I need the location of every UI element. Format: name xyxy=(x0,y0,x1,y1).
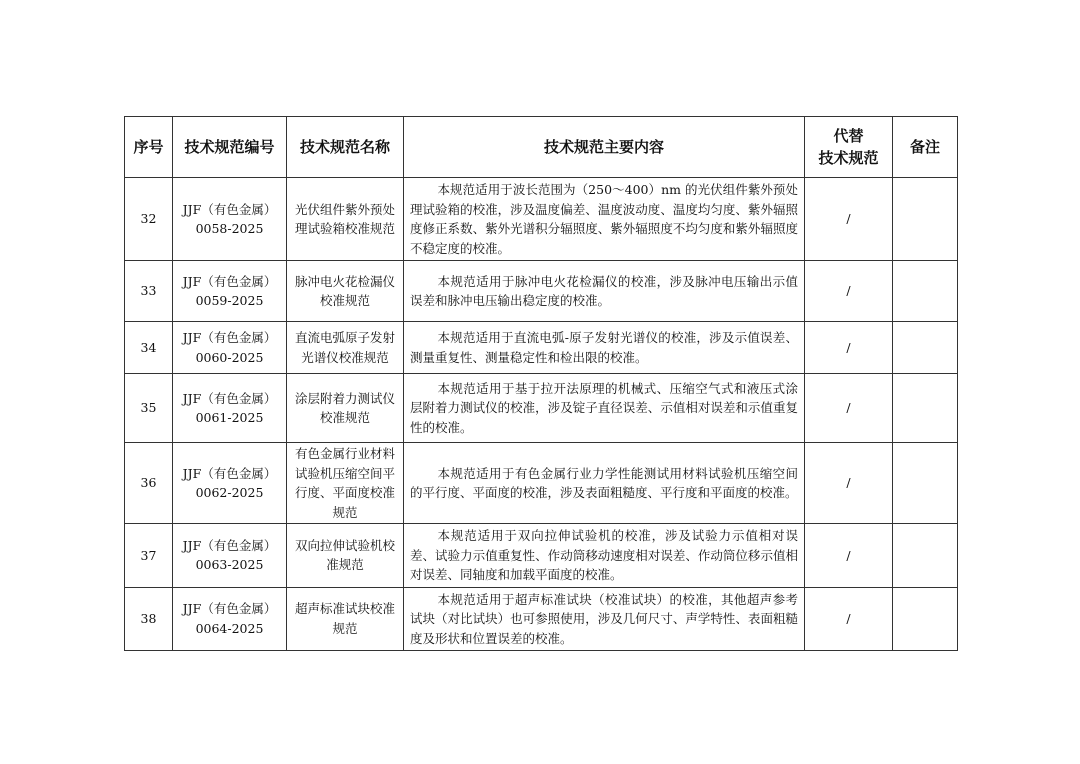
row-note xyxy=(893,178,958,261)
header-content: 技术规范主要内容 xyxy=(404,117,805,178)
row-content xyxy=(404,587,805,651)
row-note xyxy=(893,261,958,322)
row-replace: / xyxy=(805,587,893,651)
row-replace: / xyxy=(805,261,893,322)
specification-table xyxy=(124,116,958,651)
header-code: 技术规范编号 xyxy=(173,117,287,178)
row-code xyxy=(173,443,287,524)
row-content-text: 本规范适用于波长范围为（250～400）nm 的光伏组件紫外预处理试验箱的校准，涉及温度偏差、温度波动度、温度均匀度、紫外辐照度修正系数、紫外光谱积分辐照度、紫外辐照度不均匀度和紫外辐照度不稳定度的校准。 xyxy=(410,182,798,256)
row-replace: / xyxy=(805,524,893,588)
row-seq: 32 xyxy=(125,178,173,261)
row-replace: / xyxy=(805,374,893,443)
row-note xyxy=(893,374,958,443)
row-code xyxy=(173,524,287,588)
row-replace: / xyxy=(805,443,893,524)
header-name: 技术规范名称 xyxy=(287,117,404,178)
table-row xyxy=(125,524,958,588)
row-code xyxy=(173,374,287,443)
row-code-line2: 0062-2025 xyxy=(195,485,264,500)
row-code-line2: 0059-2025 xyxy=(195,293,264,308)
row-seq: 35 xyxy=(125,374,173,443)
row-name: 脉冲电火花检漏仪校准规范 xyxy=(287,261,404,322)
table-row xyxy=(125,322,958,374)
row-replace: / xyxy=(805,178,893,261)
row-code-line1: JJF（有色金属） xyxy=(182,601,277,617)
row-note xyxy=(893,322,958,374)
row-code xyxy=(173,322,287,374)
row-content-text: 本规范适用于脉冲电火花检漏仪的校准，涉及脉冲电压输出示值误差和脉冲电压输出稳定度的校准。 xyxy=(410,273,798,308)
row-note xyxy=(893,443,958,524)
row-note xyxy=(893,587,958,651)
table-row xyxy=(125,178,958,261)
header-note: 备注 xyxy=(893,117,958,178)
row-code-line1: JJF（有色金属） xyxy=(182,537,277,553)
table-row xyxy=(125,587,958,651)
header-replace-line2: 技术规范 xyxy=(818,149,879,167)
row-replace: / xyxy=(805,322,893,374)
row-seq: 37 xyxy=(125,524,173,588)
header-replace-line1: 代替 xyxy=(833,127,864,145)
row-content-text: 本规范适用于超声标准试块（校准试块）的校准，其他超声参考试块（对比试块）也可参照使用，涉及几何尺寸、声学特性、表面粗糙度及形状和位置误差的校准。 xyxy=(410,591,798,646)
row-code-line1: JJF（有色金属） xyxy=(182,201,277,217)
row-content-text: 本规范适用于双向拉伸试验机的校准，涉及试验力示值相对误差、试验力示值重复性、作动筒移动速度相对误差、作动筒位移示值相对误差、同轴度和加载平面度的校准。 xyxy=(410,528,798,582)
row-code-line1: JJF（有色金属） xyxy=(182,330,277,345)
row-name: 双向拉伸试验机校准规范 xyxy=(287,524,404,588)
table-row xyxy=(125,261,958,322)
row-content xyxy=(404,261,805,322)
row-seq: 36 xyxy=(125,443,173,524)
row-content-text: 本规范适用于直流电弧-原子发射光谱仪的校准，涉及示值误差、测量重复性、测量稳定性和检出限的校准。 xyxy=(410,330,798,365)
row-name: 有色金属行业材料试验机压缩空间平行度、平面度校准规范 xyxy=(287,443,404,524)
header-replace xyxy=(805,117,893,178)
row-content xyxy=(404,178,805,261)
row-seq: 33 xyxy=(125,261,173,322)
row-code-line1: JJF（有色金属） xyxy=(182,465,277,481)
row-seq: 34 xyxy=(125,322,173,374)
row-code xyxy=(173,261,287,322)
row-name: 超声标准试块校准规范 xyxy=(287,587,404,651)
row-name: 涂层附着力测试仪校准规范 xyxy=(287,374,404,443)
table-row xyxy=(125,443,958,524)
row-code-line2: 0061-2025 xyxy=(195,410,264,425)
table-row xyxy=(125,374,958,443)
row-code-line2: 0058-2025 xyxy=(195,221,264,236)
table-header-row xyxy=(125,117,958,178)
row-content xyxy=(404,374,805,443)
row-content xyxy=(404,524,805,588)
row-code-line1: JJF（有色金属） xyxy=(182,273,277,289)
row-seq: 38 xyxy=(125,587,173,651)
row-code xyxy=(173,178,287,261)
row-code-line1: JJF（有色金属） xyxy=(182,390,277,406)
row-code-line2: 0060-2025 xyxy=(195,349,264,365)
row-content-text: 本规范适用于基于拉开法原理的机械式、压缩空气式和液压式涂层附着力测试仪的校准，涉及锭子直径误差、示值相对误差和示值重复性的校准。 xyxy=(410,380,798,435)
row-name: 直流电弧原子发射光谱仪校准规范 xyxy=(287,322,404,374)
row-code-line2: 0063-2025 xyxy=(195,557,264,573)
row-code xyxy=(173,587,287,651)
row-code-line2: 0064-2025 xyxy=(195,620,264,636)
row-content-text: 本规范适用于有色金属行业力学性能测试用材料试验机压缩空间的平行度、平面度的校准，涉及表面粗糙度、平行度和平面度的校准。 xyxy=(410,465,798,500)
row-content xyxy=(404,322,805,374)
row-name: 光伏组件紫外预处理试验箱校准规范 xyxy=(287,178,404,261)
header-seq: 序号 xyxy=(125,117,173,178)
row-note xyxy=(893,524,958,588)
row-content xyxy=(404,443,805,524)
